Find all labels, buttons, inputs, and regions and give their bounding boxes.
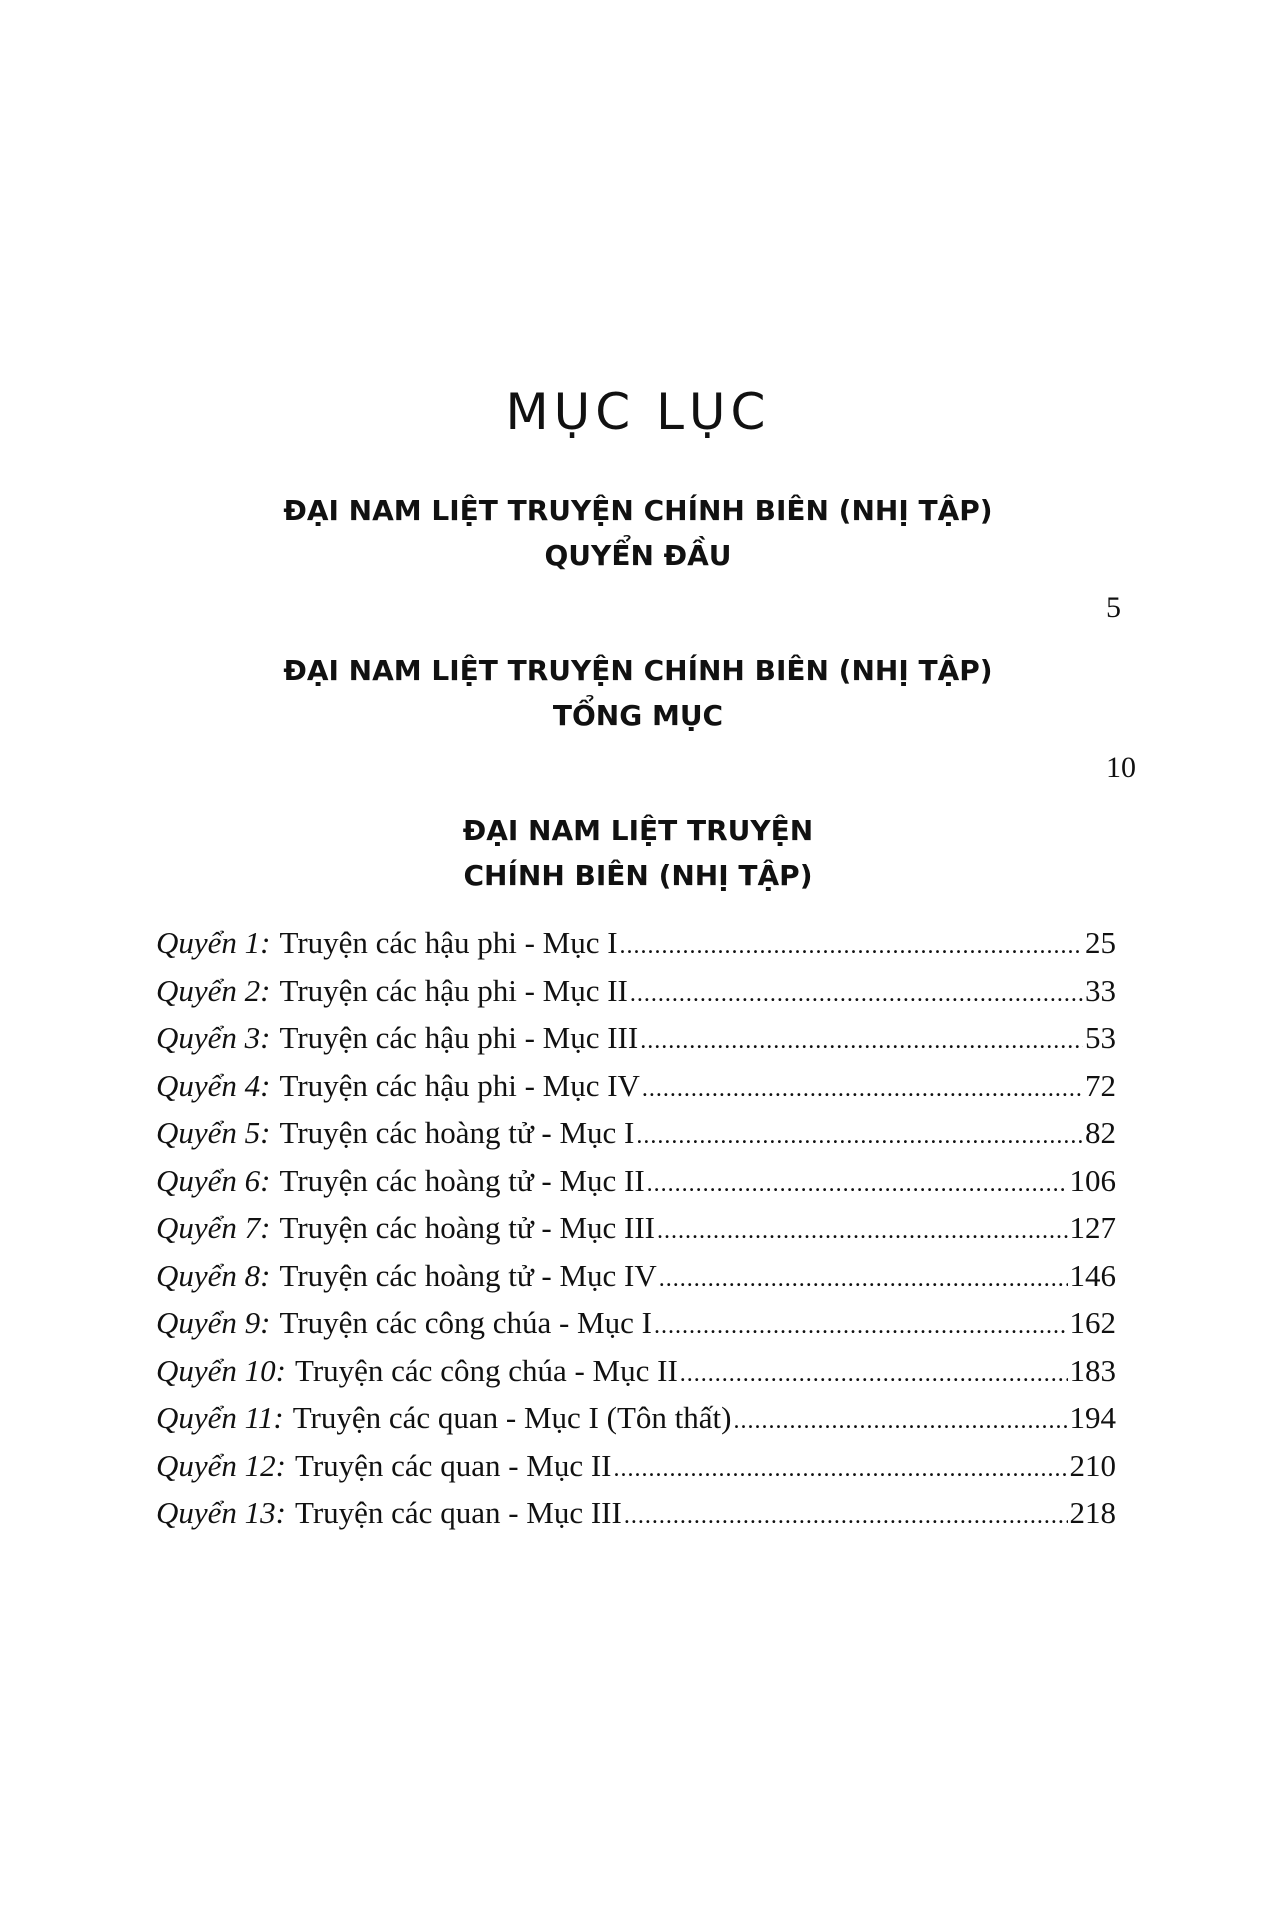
- toc-title: Truyện các hậu phi - Mục I: [279, 925, 618, 960]
- section-heading-line: CHÍNH BIÊN (NHỊ TẬP): [463, 859, 813, 892]
- toc-entry[interactable]: [156, 1347, 1116, 1395]
- toc-leader-dots: [659, 1256, 1068, 1304]
- toc-title: Truyện các hoàng tử - Mục IV: [279, 1257, 657, 1293]
- toc-entry[interactable]: [156, 1014, 1116, 1062]
- section-chinh-bien: [0, 808, 1276, 898]
- toc-page-number: 183: [1069, 1352, 1116, 1388]
- toc-entry[interactable]: [156, 1299, 1116, 1347]
- toc-leader-dots: [680, 1351, 1068, 1399]
- toc-page-number: 53: [1085, 1020, 1116, 1055]
- toc-entry[interactable]: [156, 1157, 1116, 1205]
- toc-leader-dots: [636, 1113, 1083, 1161]
- section-page-number: 10: [1106, 751, 1136, 784]
- toc-volume: Quyển 2:: [156, 972, 271, 1008]
- section-heading-line: ĐẠI NAM LIỆT TRUYỆN CHÍNH BIÊN (NHỊ TẬP): [283, 654, 993, 687]
- page-title: MỤC LỤC: [505, 382, 771, 441]
- toc-entry[interactable]: [156, 1252, 1116, 1300]
- toc-volume: Quyển 11:: [156, 1400, 284, 1435]
- toc-entry[interactable]: [156, 1062, 1116, 1110]
- toc-entry[interactable]: [156, 967, 1116, 1015]
- toc-leader-dots: [624, 1493, 1068, 1541]
- toc-volume: Quyển 5:: [156, 1115, 271, 1150]
- toc-leader-dots: [733, 1398, 1067, 1446]
- toc-page-number: 82: [1085, 1115, 1116, 1150]
- section-heading-line: ĐẠI NAM LIỆT TRUYỆN CHÍNH BIÊN (NHỊ TẬP): [283, 494, 993, 527]
- toc-volume: Quyển 1:: [156, 925, 271, 960]
- toc-page-number: 210: [1069, 1447, 1116, 1483]
- toc-leader-dots: [647, 1161, 1068, 1209]
- toc-volume: Quyển 9:: [156, 1305, 271, 1340]
- toc-volume: Quyển 10:: [156, 1352, 286, 1388]
- toc-leader-dots: [620, 923, 1083, 971]
- section-quyen-dau: [0, 488, 1276, 578]
- toc-entry[interactable]: [156, 919, 1116, 967]
- toc-title: Truyện các hoàng tử - Mục II: [279, 1162, 645, 1198]
- toc-page-number: 218: [1069, 1495, 1116, 1530]
- toc-list: [156, 919, 1116, 1537]
- toc-volume: Quyển 3:: [156, 1020, 271, 1055]
- toc-leader-dots: [614, 1446, 1068, 1494]
- toc-title: Truyện các quan - Mục I (Tôn thất): [292, 1400, 732, 1435]
- toc-title: Truyện các công chúa - Mục I: [279, 1305, 652, 1340]
- toc-volume: Quyển 6:: [156, 1162, 271, 1198]
- toc-volume: Quyển 8:: [156, 1257, 271, 1293]
- section-page-number: 5: [1106, 591, 1121, 624]
- toc-volume: Quyển 13:: [156, 1495, 286, 1530]
- toc-page-number: 194: [1069, 1400, 1116, 1435]
- toc-volume: Quyển 7:: [156, 1210, 271, 1245]
- toc-page-number: 146: [1069, 1257, 1116, 1293]
- toc-leader-dots: [640, 1018, 1083, 1066]
- toc-title: Truyện các hậu phi - Mục II: [279, 972, 628, 1008]
- toc-entry[interactable]: [156, 1489, 1116, 1537]
- toc-page-number: 25: [1085, 925, 1116, 960]
- toc-leader-dots: [630, 971, 1083, 1019]
- toc-page-number: 106: [1069, 1162, 1116, 1198]
- toc-volume: Quyển 12:: [156, 1447, 286, 1483]
- toc-entry[interactable]: [156, 1442, 1116, 1490]
- section-heading-line: TỔNG MỤC: [552, 699, 724, 732]
- toc-title: Truyện các công chúa - Mục II: [294, 1352, 678, 1388]
- toc-title: Truyện các hoàng tử - Mục III: [279, 1210, 655, 1245]
- toc-title: Truyện các quan - Mục II: [294, 1447, 612, 1483]
- toc-title: Truyện các hậu phi - Mục IV: [279, 1067, 640, 1103]
- toc-title: Truyện các quan - Mục III: [294, 1495, 622, 1530]
- toc-page-number: 162: [1069, 1305, 1116, 1340]
- toc-entry[interactable]: [156, 1204, 1116, 1252]
- toc-title: Truyện các hoàng tử - Mục I: [279, 1115, 635, 1150]
- section-tong-muc: [0, 648, 1276, 738]
- section-heading-line: ĐẠI NAM LIỆT TRUYỆN: [462, 814, 814, 847]
- toc-entry[interactable]: [156, 1109, 1116, 1157]
- toc-page-number: 72: [1085, 1067, 1116, 1103]
- toc-page-number: 33: [1085, 972, 1116, 1008]
- toc-volume: Quyển 4:: [156, 1067, 271, 1103]
- toc-leader-dots: [654, 1303, 1068, 1351]
- toc-page-number: 127: [1069, 1210, 1116, 1245]
- toc-leader-dots: [642, 1066, 1083, 1114]
- toc-leader-dots: [657, 1208, 1068, 1256]
- toc-entry[interactable]: [156, 1394, 1116, 1442]
- section-heading-line: QUYỂN ĐẦU: [544, 539, 732, 572]
- toc-title: Truyện các hậu phi - Mục III: [279, 1020, 639, 1055]
